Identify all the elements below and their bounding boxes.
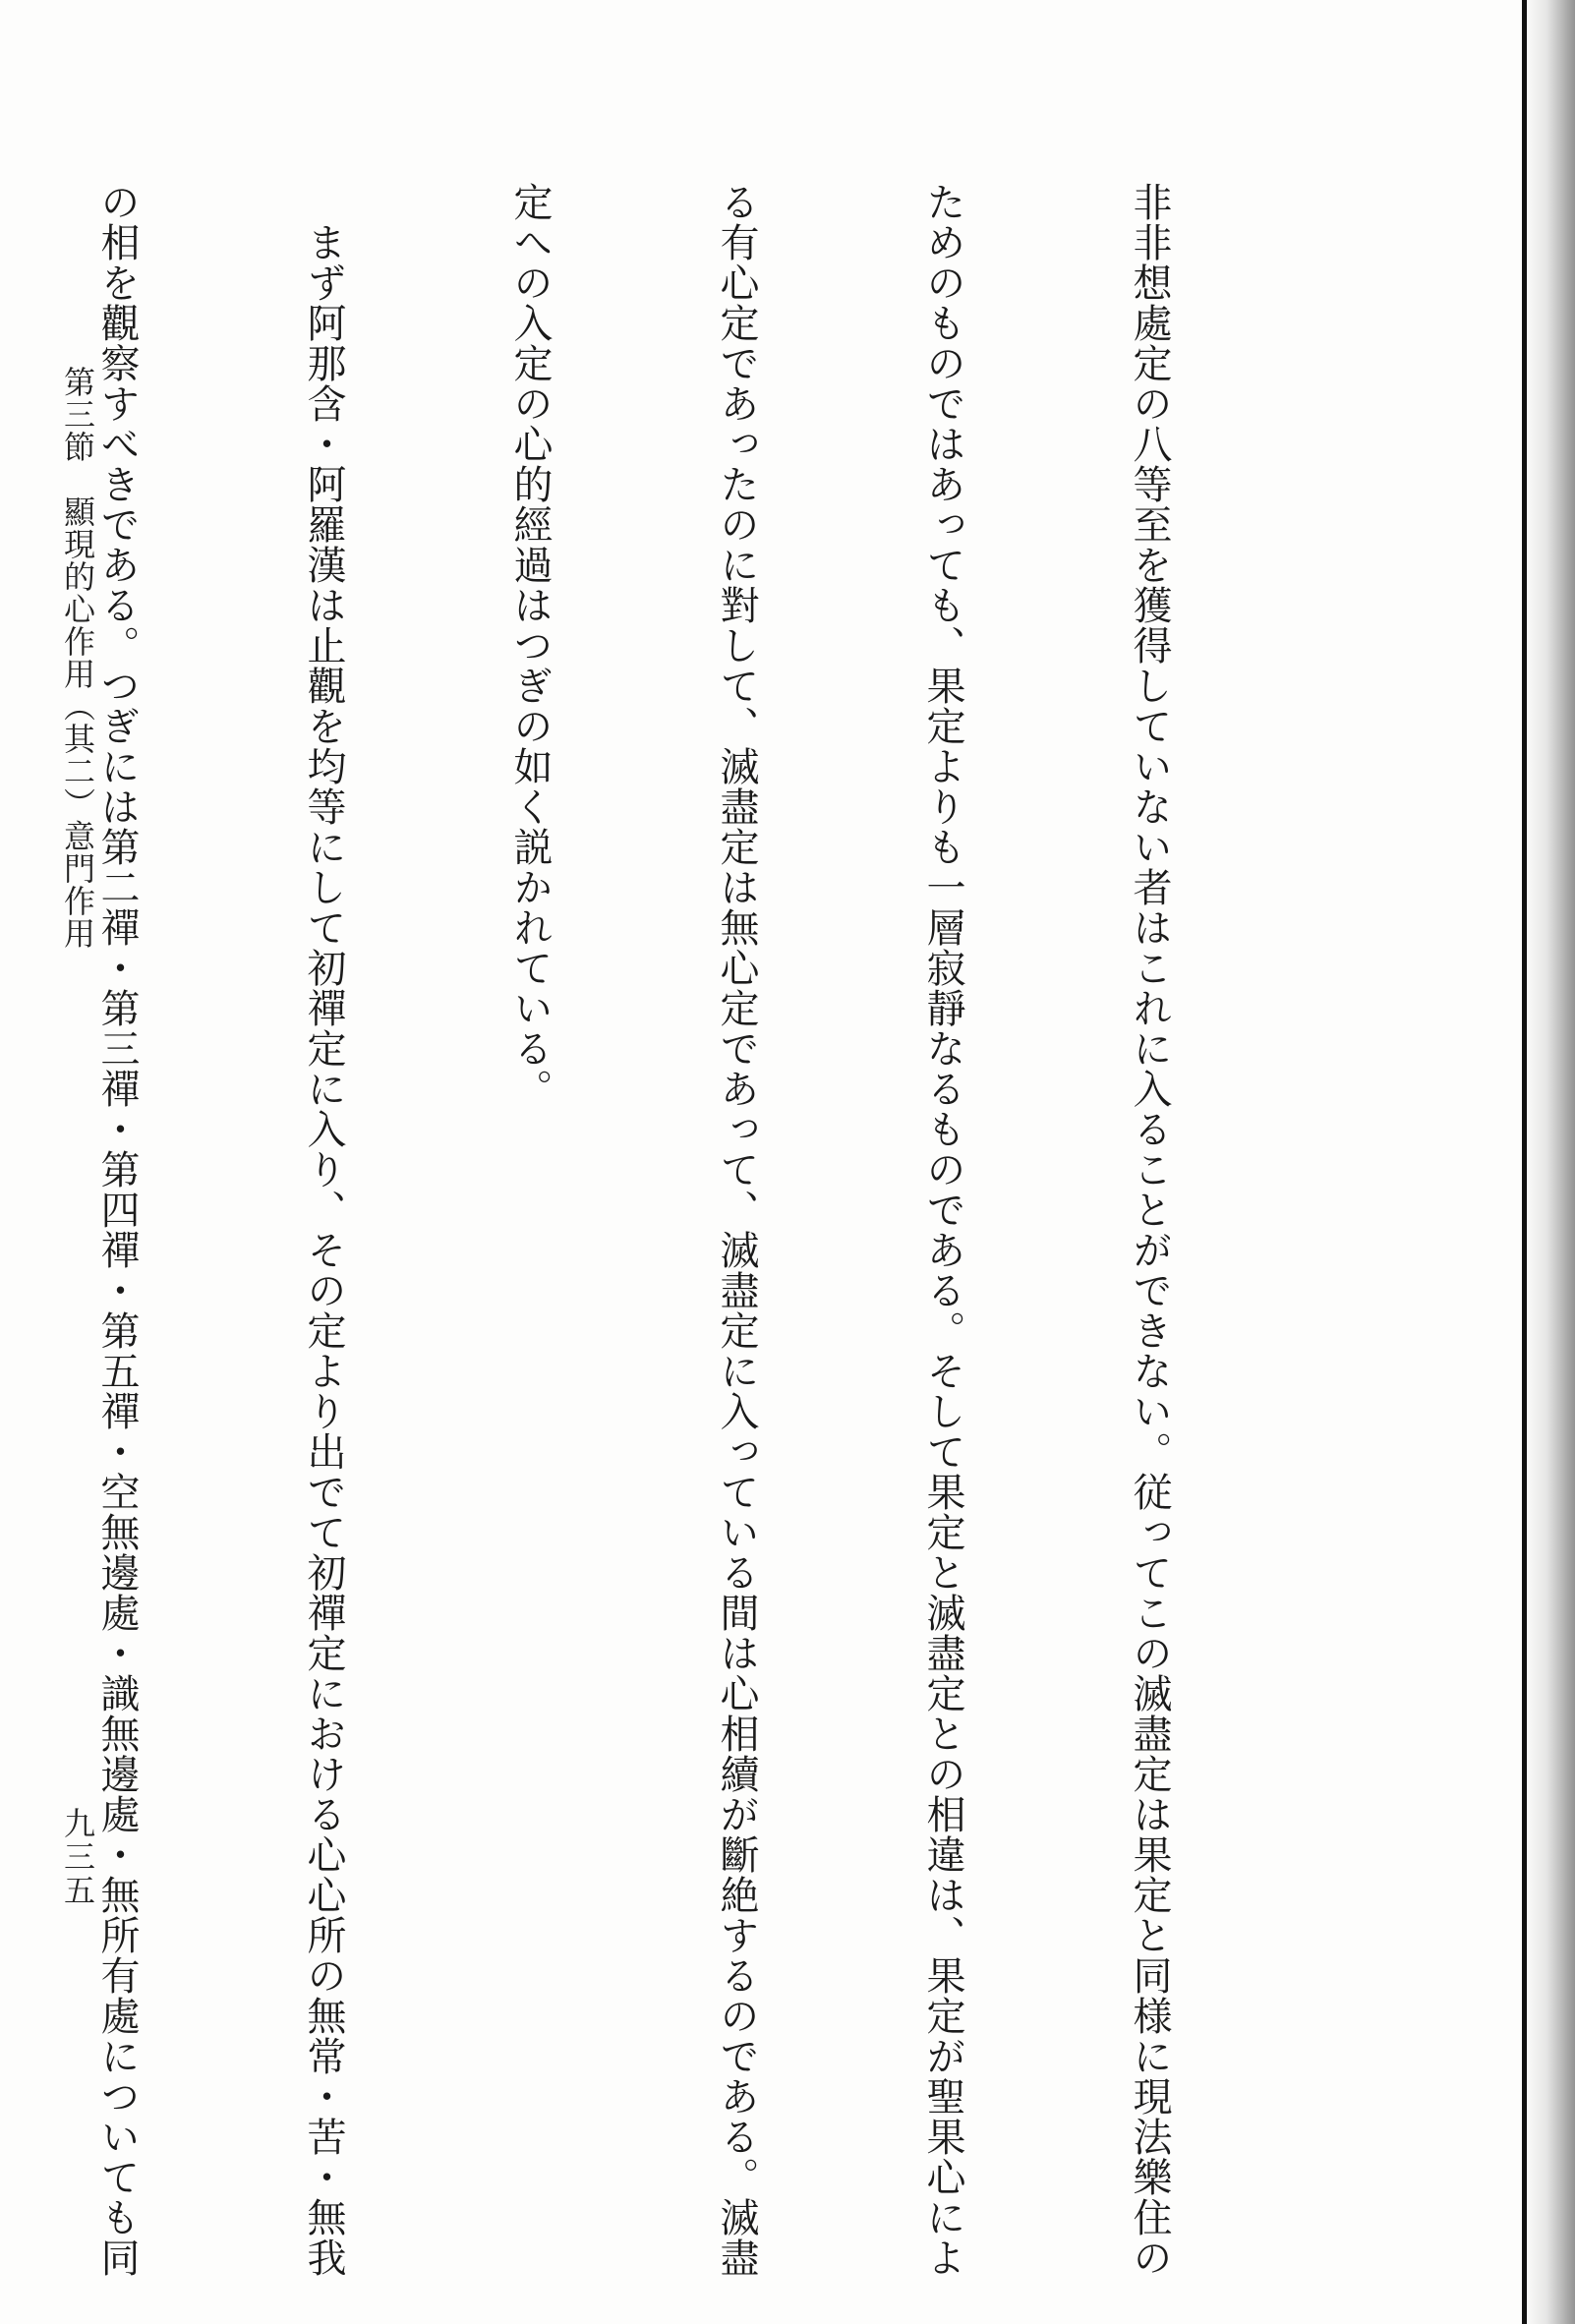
text-column: る有心定であったのに對して、滅盡定は無心定であって、滅盡定に入っている間は心相續が斷絶するのである。滅盡 [714,182,759,2278]
text-column: の相を觀察すべきである。つぎには第二禪・第三禪・第四禪・第五禪・空無邊處・識無邊處・無所有處についても同 [94,182,140,2278]
text-column: ためのものではあっても、果定よりも一層寂靜なるものである。そして果定と滅盡定との相違は、果定が聖果心によ [920,182,965,2278]
page-binding-edge [1522,0,1527,2324]
text-column: 非非想處定の八等至を獲得していない者はこれに入ることができない。従ってこの滅盡定は果定と同様に現法樂住の [1127,182,1172,2278]
running-header: 第三節 顯現的心作用（其二）意門作用 [59,366,96,950]
body-text [0,182,1321,2278]
page-edge-shadow [1524,0,1575,2324]
text-column: まず阿那含・阿羅漢は止觀を均等にして初禪定に入り、その定より出でて初禪定における心心所の無常・苦・無我 [301,182,346,2278]
page-number: 九三五 [59,1807,96,1907]
text-column: 定への入定の心的經過はつぎの如く説かれている。 [507,182,553,1109]
